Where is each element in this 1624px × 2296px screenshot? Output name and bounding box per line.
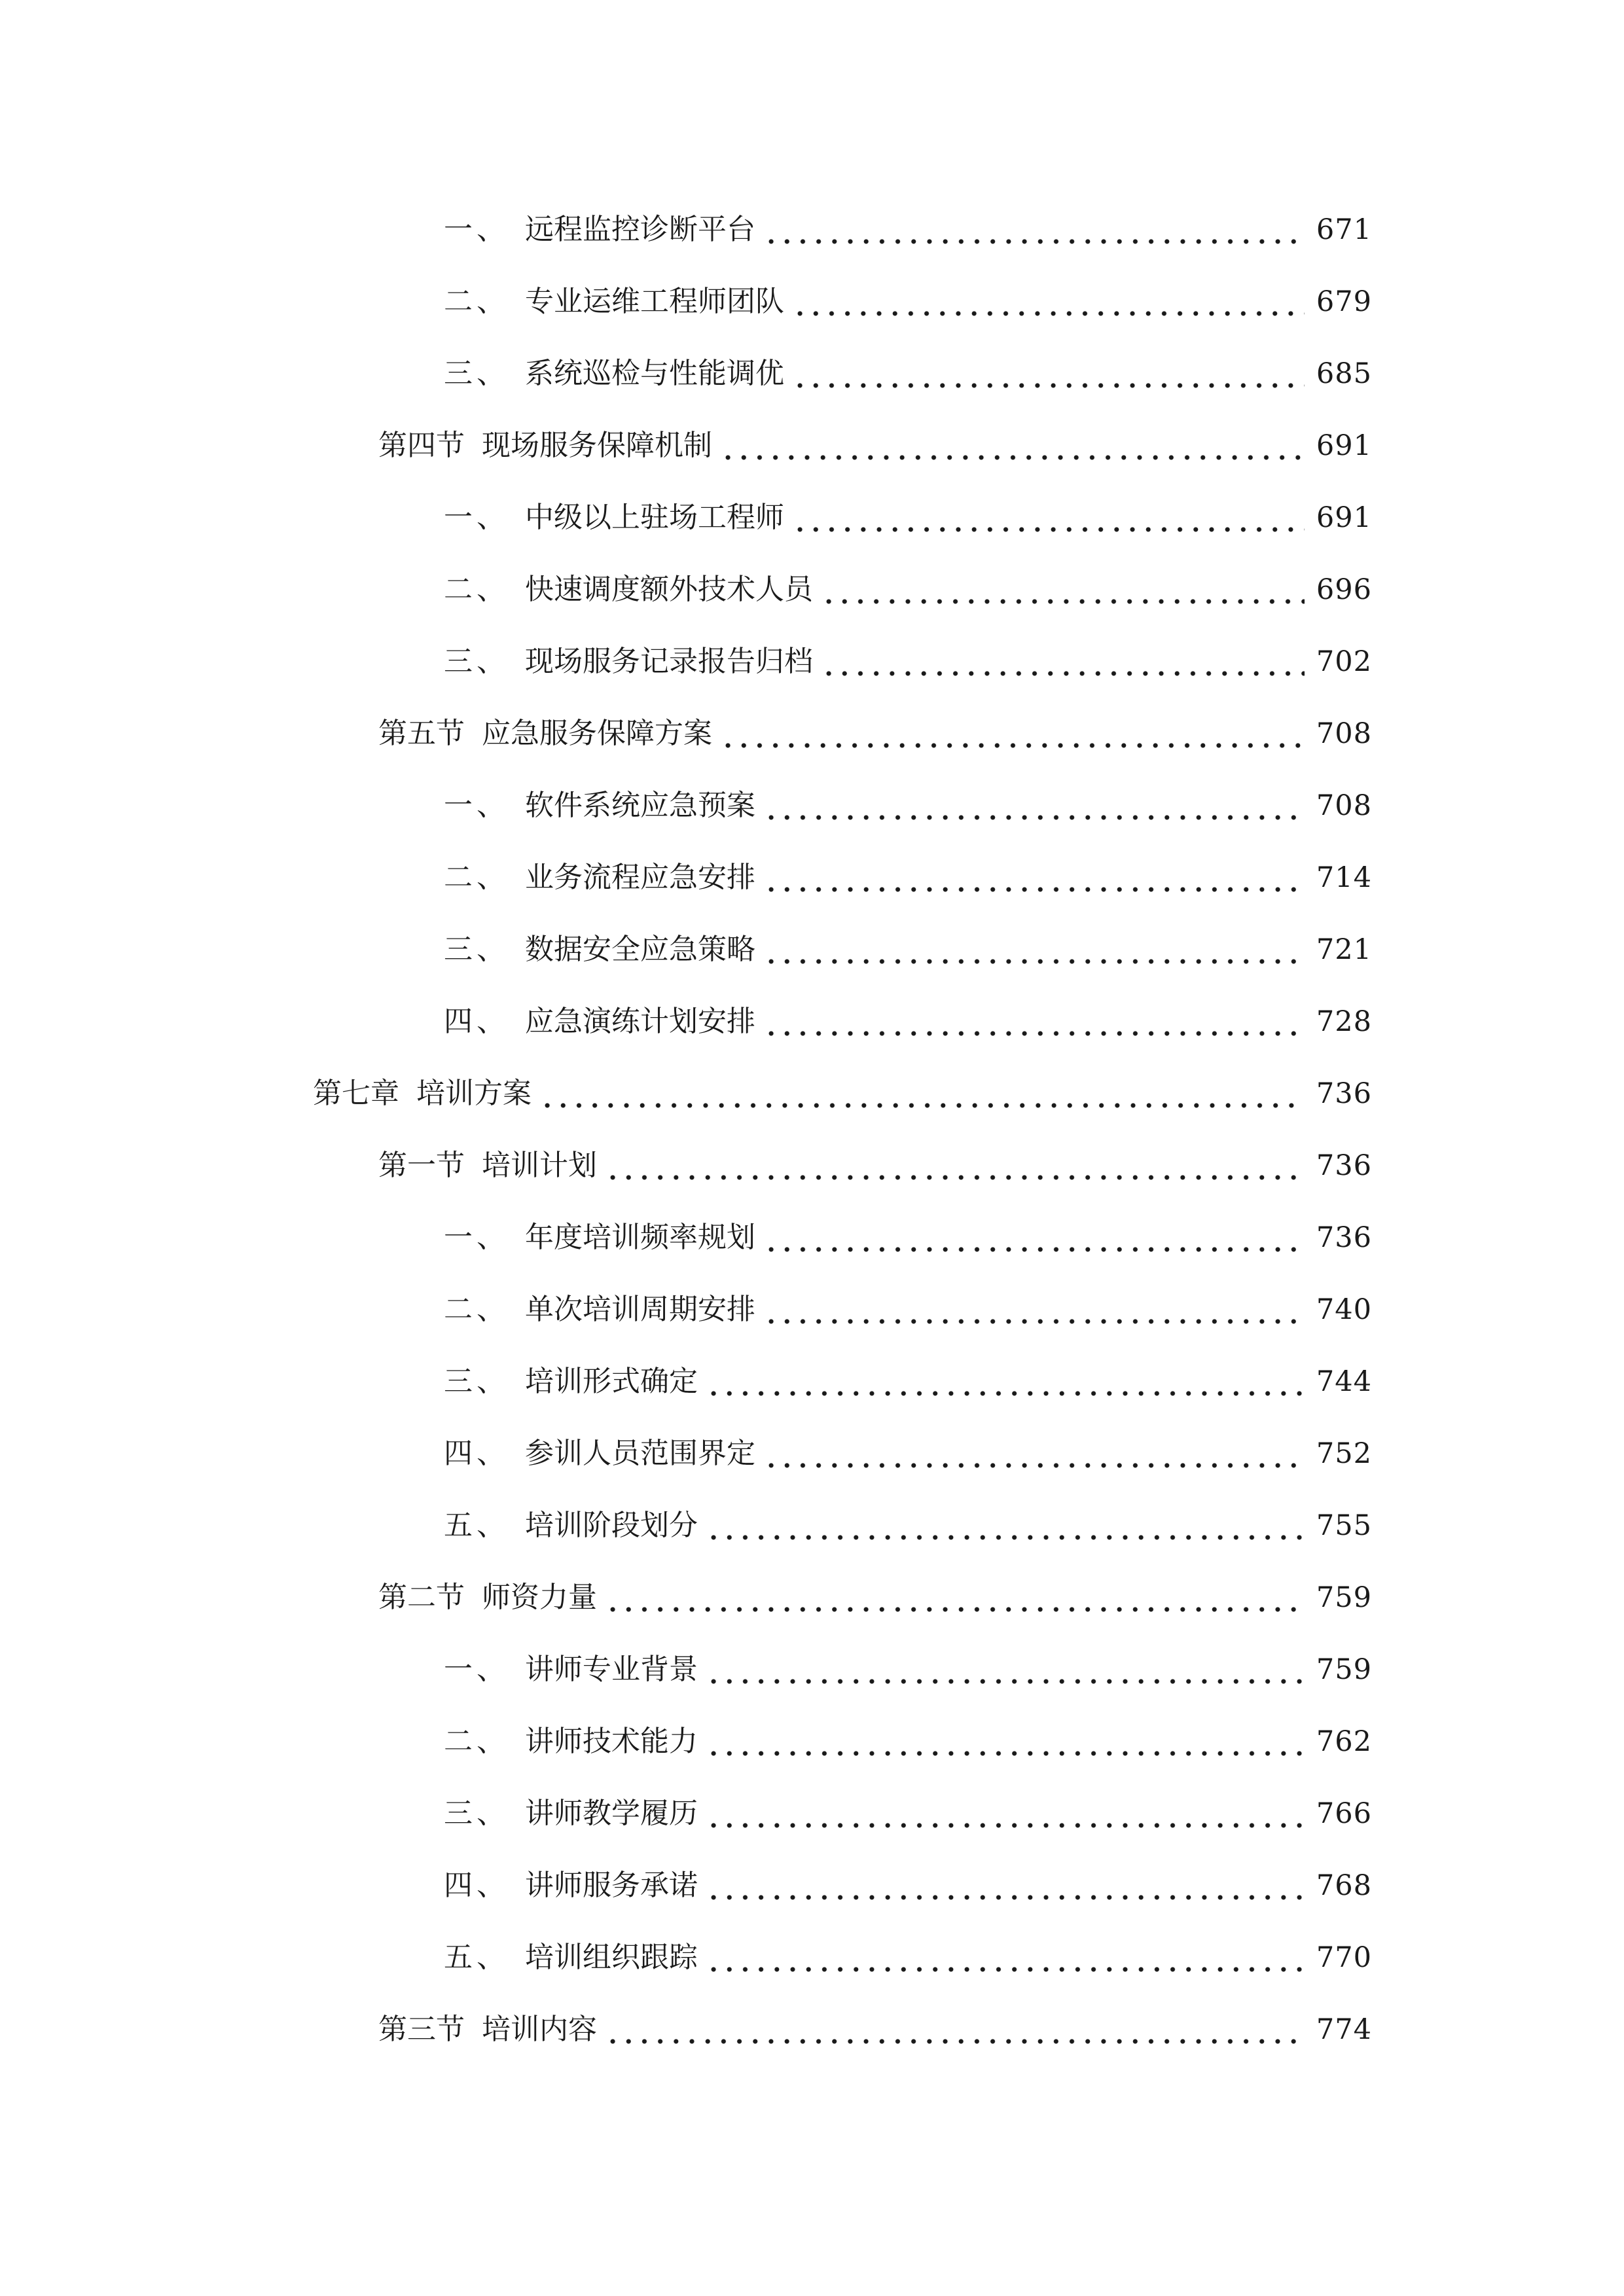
toc-entry-number: 二、 (444, 1725, 509, 1758)
dot-leader (706, 1634, 1305, 1706)
toc-row (444, 1346, 1372, 1418)
toc-entry[interactable] (0, 1994, 1624, 2066)
toc-entry-title: 现场服务保障机制 (482, 429, 712, 462)
toc-entry[interactable] (0, 1634, 1624, 1706)
toc-entry-number: 第一节 (378, 1149, 465, 1182)
toc-page-number: 708 (1316, 789, 1372, 822)
toc-entry[interactable] (0, 1490, 1624, 1562)
dot-leader (706, 1706, 1305, 1778)
dot-leader (763, 194, 1305, 266)
toc-entry[interactable] (0, 914, 1624, 986)
toc-entry[interactable] (0, 1418, 1624, 1490)
toc-entry-title: 快速调度额外技术人员 (525, 573, 813, 606)
dot-leader (821, 554, 1305, 626)
dot-leader (720, 410, 1305, 482)
toc-entry[interactable] (0, 1778, 1624, 1850)
dot-leader (706, 1922, 1305, 1994)
toc-page-number: 679 (1316, 285, 1372, 318)
toc-page-number: 691 (1316, 501, 1372, 534)
toc-page-number: 752 (1316, 1437, 1372, 1470)
toc-page-number: 736 (1316, 1149, 1372, 1182)
toc-entry-number: 二、 (444, 861, 509, 894)
toc-page-number: 691 (1316, 429, 1372, 462)
toc-entry[interactable] (0, 626, 1624, 698)
toc-page-number: 770 (1316, 1941, 1372, 1974)
toc-row (378, 1130, 1372, 1202)
toc-row (444, 914, 1372, 986)
toc-entry[interactable] (0, 1130, 1624, 1202)
toc-entry-title: 培训组织跟踪 (525, 1941, 698, 1974)
dot-leader (706, 1850, 1305, 1922)
toc-entry-title: 中级以上驻场工程师 (525, 501, 784, 534)
toc-row (444, 842, 1372, 914)
toc-page-number: 696 (1316, 573, 1372, 606)
toc-row (378, 1994, 1372, 2066)
toc-entry-number: 三、 (444, 1365, 509, 1398)
dot-leader (605, 1994, 1305, 2066)
dot-leader (720, 698, 1305, 770)
toc-entry-title: 培训阶段划分 (525, 1509, 698, 1542)
toc-row (444, 1706, 1372, 1778)
toc-row (444, 482, 1372, 554)
toc-row (378, 410, 1372, 482)
toc-page-number: 728 (1316, 1005, 1372, 1038)
toc-entry-title: 讲师教学履历 (525, 1797, 698, 1830)
toc-entry[interactable] (0, 338, 1624, 410)
toc-row (444, 1778, 1372, 1850)
toc-entry-title: 数据安全应急策略 (525, 933, 755, 966)
toc-entry-number: 三、 (444, 1797, 509, 1830)
toc-entry-number: 一、 (444, 1653, 509, 1686)
toc-entry-number: 三、 (444, 357, 509, 390)
toc-entry-number: 第四节 (378, 429, 465, 462)
toc-page-number: 708 (1316, 717, 1372, 750)
toc-entry[interactable] (0, 1706, 1624, 1778)
toc-entry-number: 四、 (444, 1437, 509, 1470)
toc-entry-title: 培训计划 (482, 1149, 597, 1182)
dot-leader (706, 1346, 1305, 1418)
dot-leader (821, 626, 1305, 698)
toc-row (378, 1562, 1372, 1634)
toc-entry[interactable] (0, 1562, 1624, 1634)
toc-page-number: 759 (1316, 1653, 1372, 1686)
toc-row (444, 626, 1372, 698)
toc-entry-title: 应急演练计划安排 (525, 1005, 755, 1038)
toc-row (444, 266, 1372, 338)
toc-entry-title: 系统巡检与性能调优 (525, 357, 784, 390)
toc-row (444, 1418, 1372, 1490)
toc-entry[interactable] (0, 266, 1624, 338)
toc-row (444, 1274, 1372, 1346)
toc-page-number: 766 (1316, 1797, 1372, 1830)
toc-entry-number: 一、 (444, 789, 509, 822)
toc-page-number: 685 (1316, 357, 1372, 390)
toc-entry[interactable] (0, 1202, 1624, 1274)
toc-entry-number: 第三节 (378, 2013, 465, 2046)
toc-page-number: 702 (1316, 645, 1372, 678)
toc-row (444, 1850, 1372, 1922)
toc-page-number: 768 (1316, 1869, 1372, 1902)
toc-entry-title: 讲师专业背景 (525, 1653, 698, 1686)
dot-leader (605, 1130, 1305, 1202)
toc-entry-title: 软件系统应急预案 (525, 789, 755, 822)
toc-entry[interactable] (0, 698, 1624, 770)
toc-page-number: 736 (1316, 1221, 1372, 1254)
dot-leader (763, 914, 1305, 986)
toc-entry-number: 二、 (444, 573, 509, 606)
toc-row (444, 338, 1372, 410)
toc-page-number: 740 (1316, 1293, 1372, 1326)
toc-entry-number: 第二节 (378, 1581, 465, 1614)
toc-entry-number: 二、 (444, 1293, 509, 1326)
toc-entry[interactable] (0, 1922, 1624, 1994)
toc-entry-number: 五、 (444, 1941, 509, 1974)
toc-entry-title: 远程监控诊断平台 (525, 213, 755, 246)
toc-entry[interactable] (0, 986, 1624, 1058)
toc-entry-number: 一、 (444, 213, 509, 246)
toc-entry-number: 四、 (444, 1005, 509, 1038)
toc-entry[interactable] (0, 1058, 1624, 1130)
dot-leader (763, 986, 1305, 1058)
toc-entry-number: 三、 (444, 645, 509, 678)
toc-entry-number: 五、 (444, 1509, 509, 1542)
toc-entry[interactable] (0, 410, 1624, 482)
toc-entry-number: 第五节 (378, 717, 465, 750)
toc-row (378, 698, 1372, 770)
toc-page-number: 736 (1316, 1077, 1372, 1110)
toc-entry-title: 专业运维工程师团队 (525, 285, 784, 318)
toc-entry[interactable] (0, 1346, 1624, 1418)
dot-leader (763, 842, 1305, 914)
dot-leader (763, 770, 1305, 842)
toc-entry-title: 培训形式确定 (525, 1365, 698, 1398)
toc-entry[interactable] (0, 842, 1624, 914)
dot-leader (706, 1778, 1305, 1850)
toc-entry[interactable] (0, 482, 1624, 554)
toc-entry-title: 讲师技术能力 (525, 1725, 698, 1758)
toc-row (444, 770, 1372, 842)
toc-row (444, 1922, 1372, 1994)
toc-page-number: 755 (1316, 1509, 1372, 1542)
toc-entry[interactable] (0, 1274, 1624, 1346)
toc-entry-number: 一、 (444, 501, 509, 534)
toc-entry-number: 三、 (444, 933, 509, 966)
dot-leader (763, 1202, 1305, 1274)
toc-entry-title: 师资力量 (482, 1581, 597, 1614)
toc-entry-title: 年度培训频率规划 (525, 1221, 755, 1254)
toc-page-number: 762 (1316, 1725, 1372, 1758)
toc-entry-number: 第七章 (313, 1077, 399, 1110)
toc-entry-title: 现场服务记录报告归档 (525, 645, 813, 678)
toc-entry[interactable] (0, 770, 1624, 842)
toc-page-number: 714 (1316, 861, 1372, 894)
toc-row (313, 1058, 1372, 1130)
dot-leader (792, 482, 1305, 554)
dot-leader (792, 338, 1305, 410)
toc-entry-title: 业务流程应急安排 (525, 861, 755, 894)
toc-entry[interactable] (0, 1850, 1624, 1922)
toc-page-number: 744 (1316, 1365, 1372, 1398)
toc-entry-title: 培训内容 (482, 2013, 597, 2046)
toc-entry-title: 培训方案 (416, 1077, 532, 1110)
toc-row (444, 1490, 1372, 1562)
toc-page-number: 774 (1316, 2013, 1372, 2046)
dot-leader (706, 1490, 1305, 1562)
toc-entry-title: 讲师服务承诺 (525, 1869, 698, 1902)
dot-leader (792, 266, 1305, 338)
toc-row (444, 986, 1372, 1058)
toc-entry-title: 应急服务保障方案 (482, 717, 712, 750)
toc-page-number: 721 (1316, 933, 1372, 966)
toc-entry[interactable] (0, 554, 1624, 626)
toc-page-number: 759 (1316, 1581, 1372, 1614)
toc-entry-number: 四、 (444, 1869, 509, 1902)
toc-entry-number: 二、 (444, 285, 509, 318)
toc-entry[interactable] (0, 194, 1624, 266)
toc-page-number: 671 (1316, 213, 1372, 246)
dot-leader (539, 1058, 1305, 1130)
toc-entry-title: 单次培训周期安排 (525, 1293, 755, 1326)
toc-row (444, 194, 1372, 266)
dot-leader (605, 1562, 1305, 1634)
toc-entry-number: 一、 (444, 1221, 509, 1254)
toc-row (444, 1634, 1372, 1706)
toc-entry-title: 参训人员范围界定 (525, 1437, 755, 1470)
toc-row (444, 554, 1372, 626)
dot-leader (763, 1418, 1305, 1490)
toc-row (444, 1202, 1372, 1274)
dot-leader (763, 1274, 1305, 1346)
